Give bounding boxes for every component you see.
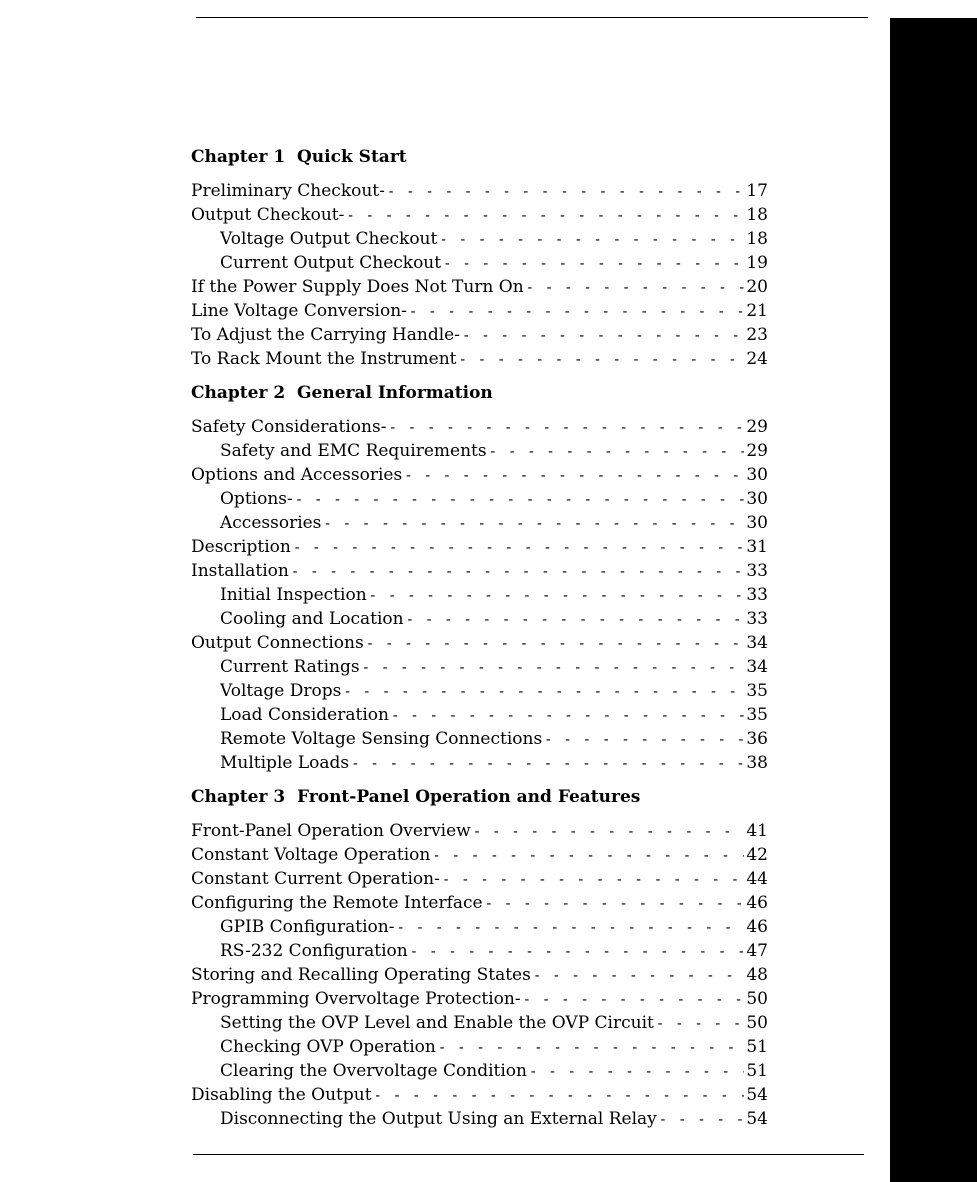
dot-leader [387,180,744,204]
toc-subentry[interactable] [191,1011,768,1035]
dot-leader [362,656,744,680]
dot-leader [485,892,744,916]
entry-page: 46 [746,893,768,913]
dot-leader [291,560,744,584]
toc-entry[interactable] [191,1083,768,1107]
entry-title: Current Output Checkout [220,253,442,273]
toc-subentry[interactable] [191,655,768,679]
entry-page: 30 [746,513,768,533]
entry-title: Front-Panel Operation Overview [191,821,471,841]
entry-page: 34 [746,657,768,677]
toc-entry[interactable] [191,559,768,583]
entry-page: 35 [746,681,768,701]
dot-leader [410,940,744,964]
dot-leader [388,416,744,440]
entry-title: RS-232 Configuration [220,941,408,961]
entry-page: 20 [746,277,768,297]
toc-subentry[interactable] [191,251,768,275]
dot-leader [443,252,744,276]
dot-leader [462,324,744,348]
dot-leader [442,868,744,892]
entry-page: 54 [746,1109,768,1129]
entry-page: 31 [746,537,768,557]
dot-leader [293,536,744,560]
dot-leader [489,440,744,464]
dot-leader [343,680,744,704]
toc-entry[interactable] [191,323,768,347]
toc-subentry[interactable] [191,751,768,775]
entry-page: 33 [746,561,768,581]
entry-page: 51 [746,1037,768,1057]
chapter-3-heading[interactable]: Chapter 3 Front-Panel Operation and Features [191,787,641,807]
dot-leader [366,632,744,656]
toc-subentry[interactable] [191,679,768,703]
entry-page: 18 [746,229,768,249]
entry-title: Options and Accessories [191,465,403,485]
entry-title: Checking OVP Operation [220,1037,436,1057]
entry-title: Preliminary Checkout- [191,181,385,201]
entry-page: 24 [746,349,768,369]
toc-entry[interactable] [191,535,768,559]
entry-title: If the Power Supply Does Not Turn On [191,277,524,297]
dot-leader [529,1060,744,1084]
entry-page: 30 [746,465,768,485]
entry-page: 42 [746,845,768,865]
dot-leader [409,300,744,324]
entry-title: Output Checkout- [191,205,345,225]
entry-title: Current Ratings [220,657,360,677]
entry-page: 29 [746,441,768,461]
entry-page: 38 [746,753,768,773]
toc-entry[interactable] [191,463,768,487]
dot-leader [406,608,744,632]
chapter-2-heading[interactable]: Chapter 2 General Information [191,383,493,403]
entry-page: 50 [746,989,768,1009]
entry-page: 35 [746,705,768,725]
entry-page: 21 [746,301,768,321]
entry-page: 50 [746,1013,768,1033]
dot-leader [533,964,744,988]
entry-page: 18 [746,205,768,225]
toc-subentry[interactable] [191,915,768,939]
entry-page: 19 [746,253,768,273]
dot-leader [323,512,744,536]
entry-title: Disabling the Output [191,1085,372,1105]
entry-page: 36 [746,729,768,749]
entry-title: To Adjust the Carrying Handle- [191,325,460,345]
toc-subentry[interactable] [191,607,768,631]
chapter-1-heading[interactable]: Chapter 1 Quick Start [191,147,407,167]
dot-leader [439,228,744,252]
toc-subentry[interactable] [191,227,768,251]
dot-leader [374,1084,744,1108]
side-thumb-tab [890,18,977,1182]
entry-page: 30 [746,489,768,509]
entry-title: Disconnecting the Output Using an External Relay [220,1109,657,1129]
dot-leader [404,464,744,488]
toc-subentry[interactable] [191,439,768,463]
entry-page: 46 [746,917,768,937]
entry-page: 23 [746,325,768,345]
toc-entry[interactable] [191,867,768,891]
entry-page: 41 [746,821,768,841]
dot-leader [656,1012,744,1036]
entry-page: 33 [746,609,768,629]
entry-title: Output Connections [191,633,364,653]
dot-leader [438,1036,744,1060]
entry-title: Initial Inspection [220,585,367,605]
toc-subentry[interactable] [191,1059,768,1083]
toc-entry[interactable] [191,987,768,1011]
entry-title: Remote Voltage Sensing Connections [220,729,543,749]
entry-page: 33 [746,585,768,605]
entry-title: Setting the OVP Level and Enable the OVP Circuit [220,1013,654,1033]
entry-title: Storing and Recalling Operating States [191,965,531,985]
entry-title: Cooling and Location [220,609,404,629]
dot-leader [396,916,744,940]
entry-page: 51 [746,1061,768,1081]
toc-entry[interactable] [191,299,768,323]
entry-page: 48 [746,965,768,985]
entry-page: 17 [746,181,768,201]
entry-title: Description [191,537,291,557]
entry-title: Options- [220,489,293,509]
toc-entry[interactable] [191,415,768,439]
toc-subentry[interactable] [191,583,768,607]
entry-title: Clearing the Overvoltage Condition [220,1061,527,1081]
entry-title: Voltage Drops [220,681,342,701]
dot-leader [458,348,744,372]
toc-entry[interactable] [191,179,768,203]
entry-title: Installation [191,561,289,581]
dot-leader [659,1108,744,1132]
toc-subentry[interactable] [191,487,768,511]
toc-entry[interactable] [191,631,768,655]
dot-leader [346,204,744,228]
toc-entry[interactable] [191,963,768,987]
entry-title: Load Consideration [220,705,389,725]
entry-title: Constant Voltage Operation [191,845,431,865]
entry-title: Line Voltage Conversion- [191,301,407,321]
dot-leader [391,704,744,728]
entry-title: Configuring the Remote Interface [191,893,483,913]
toc-entry[interactable] [191,843,768,867]
entry-page: 34 [746,633,768,653]
entry-page: 54 [746,1085,768,1105]
dot-leader [526,276,744,300]
entry-title: Safety Considerations- [191,417,387,437]
dot-leader [432,844,744,868]
toc-entry[interactable] [191,347,768,371]
toc-subentry[interactable] [191,511,768,535]
top-rule [196,17,868,18]
entry-title: Safety and EMC Requirements [220,441,487,461]
dot-leader [544,728,744,752]
entry-title: GPIB Configuration- [220,917,395,937]
dot-leader [369,584,744,608]
toc-subentry[interactable] [191,727,768,751]
toc-subentry[interactable] [191,1107,768,1131]
toc-entry[interactable] [191,275,768,299]
entry-page: 44 [746,869,768,889]
toc-entry[interactable] [191,891,768,915]
entry-title: Multiple Loads [220,753,350,773]
toc-entry[interactable] [191,203,768,227]
toc-entry[interactable] [191,819,768,843]
entry-page: 29 [746,417,768,437]
bottom-rule [193,1154,864,1155]
table-of-contents [191,145,768,1131]
entry-title: Accessories [220,513,322,533]
dot-leader [473,820,744,844]
entry-page: 47 [746,941,768,961]
dot-leader [351,752,744,776]
entry-title: Voltage Output Checkout [220,229,438,249]
toc-subentry[interactable] [191,703,768,727]
toc-subentry[interactable] [191,1035,768,1059]
toc-subentry[interactable] [191,939,768,963]
entry-title: To Rack Mount the Instrument [191,349,457,369]
entry-title: Programming Overvoltage Protection- [191,989,521,1009]
dot-leader [523,988,744,1012]
entry-title: Constant Current Operation- [191,869,440,889]
dot-leader [295,488,744,512]
